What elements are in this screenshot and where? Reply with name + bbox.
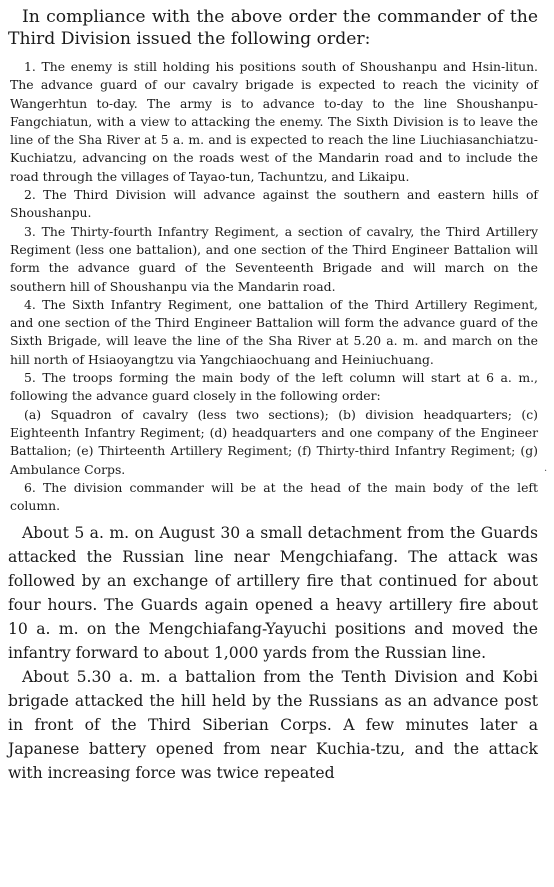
order-item-6: 6. The division commander will be at the head of the main body of the left column. <box>10 479 538 514</box>
order-march-sequence: (a) Squadron of cavalry (less two sections); (b) division headquarters; (c) Eighteenth Infantry Regiment; (d) headquarters and one company of the Engineer Battalion; (e) Thirteenth Artillery Regiment; (f) Thirty-third Infantry Regiment; (g) Ambulance Corps. <box>10 406 538 477</box>
document-page <box>8 6 538 785</box>
narrative-body <box>8 521 538 785</box>
order-item-5: 5. The troops forming the main body of the left column will start at 6 a. m., following the advance guard closely in the following order: <box>10 370 538 404</box>
order-item-2: 2. The Third Division will advance against the southern and eastern hills of Shoushanpu. <box>10 187 538 221</box>
order-item-1: 1. The enemy is still holding his positions south of Shoushanpu and Hsin-litun. The advance guard of our cavalry brigade is expected to reach the vicinity of Wangerhtun to-day. The army is to advance to-day to the line Shoushanpu-Fangchiatun, with a view to attacking the enemy. The Sixth Division is to leave the line of the Sha River at 5 a. m. and is expected to reach the line Liuchiasanchiatzu-Kuchiatzu, advancing on the roads west of the Mandarin road and to include the road through the villages of Tayao-tun, Tachuntzu, and Likaipu. <box>10 59 538 184</box>
order-item-4: 4. The Sixth Infantry Regiment, one battalion of the Third Artillery Regiment, and one section of the Third Engineer Battalion will form the advance guard of the Sixth Brigade, will leave the line of the Sha River at 5.20 a. m. and march on the hill north of Hsiaoyangtzu via Yangchiaochuang and Heiniuchuang. <box>10 296 538 367</box>
order-item-3: 3. The Thirty-fourth Infantry Regiment, a section of cavalry, the Third Artillery Regiment (less one battalion), and one section of the Third Engineer Battalion will form the advance guard of the Seventeenth Brigade and will march on the southern hill of Shoushanpu via the Mandarin road. <box>10 223 538 294</box>
intro-paragraph: In compliance with the above order the commander of the Third Division issued the following order: <box>8 7 538 49</box>
narrative-paragraph-tenth-division: About 5.30 a. m. a battalion from the Tenth Division and Kobi brigade attacked the hill held by the Russians as an advance post in front of the Third Siberian Corps. A few minutes later a Japanese battery opened from near Kuchia-tzu, and the attack with increasing force was twice repeated <box>8 668 538 783</box>
division-order-list <box>8 58 538 515</box>
narrative-paragraph-guards: About 5 a. m. on August 30 a small detachment from the Guards attacked the Russian line near Mengchiafang. The attack was followed by an exchange of artillery fire that continued for about four hours. The Guards again opened a heavy artillery fire about 10 a. m. on the Mengchiafang-Yayuchi positions and moved the infantry forward to about 1,000 yards from the Russian line. <box>8 524 538 663</box>
margin-mark: · <box>544 466 548 477</box>
